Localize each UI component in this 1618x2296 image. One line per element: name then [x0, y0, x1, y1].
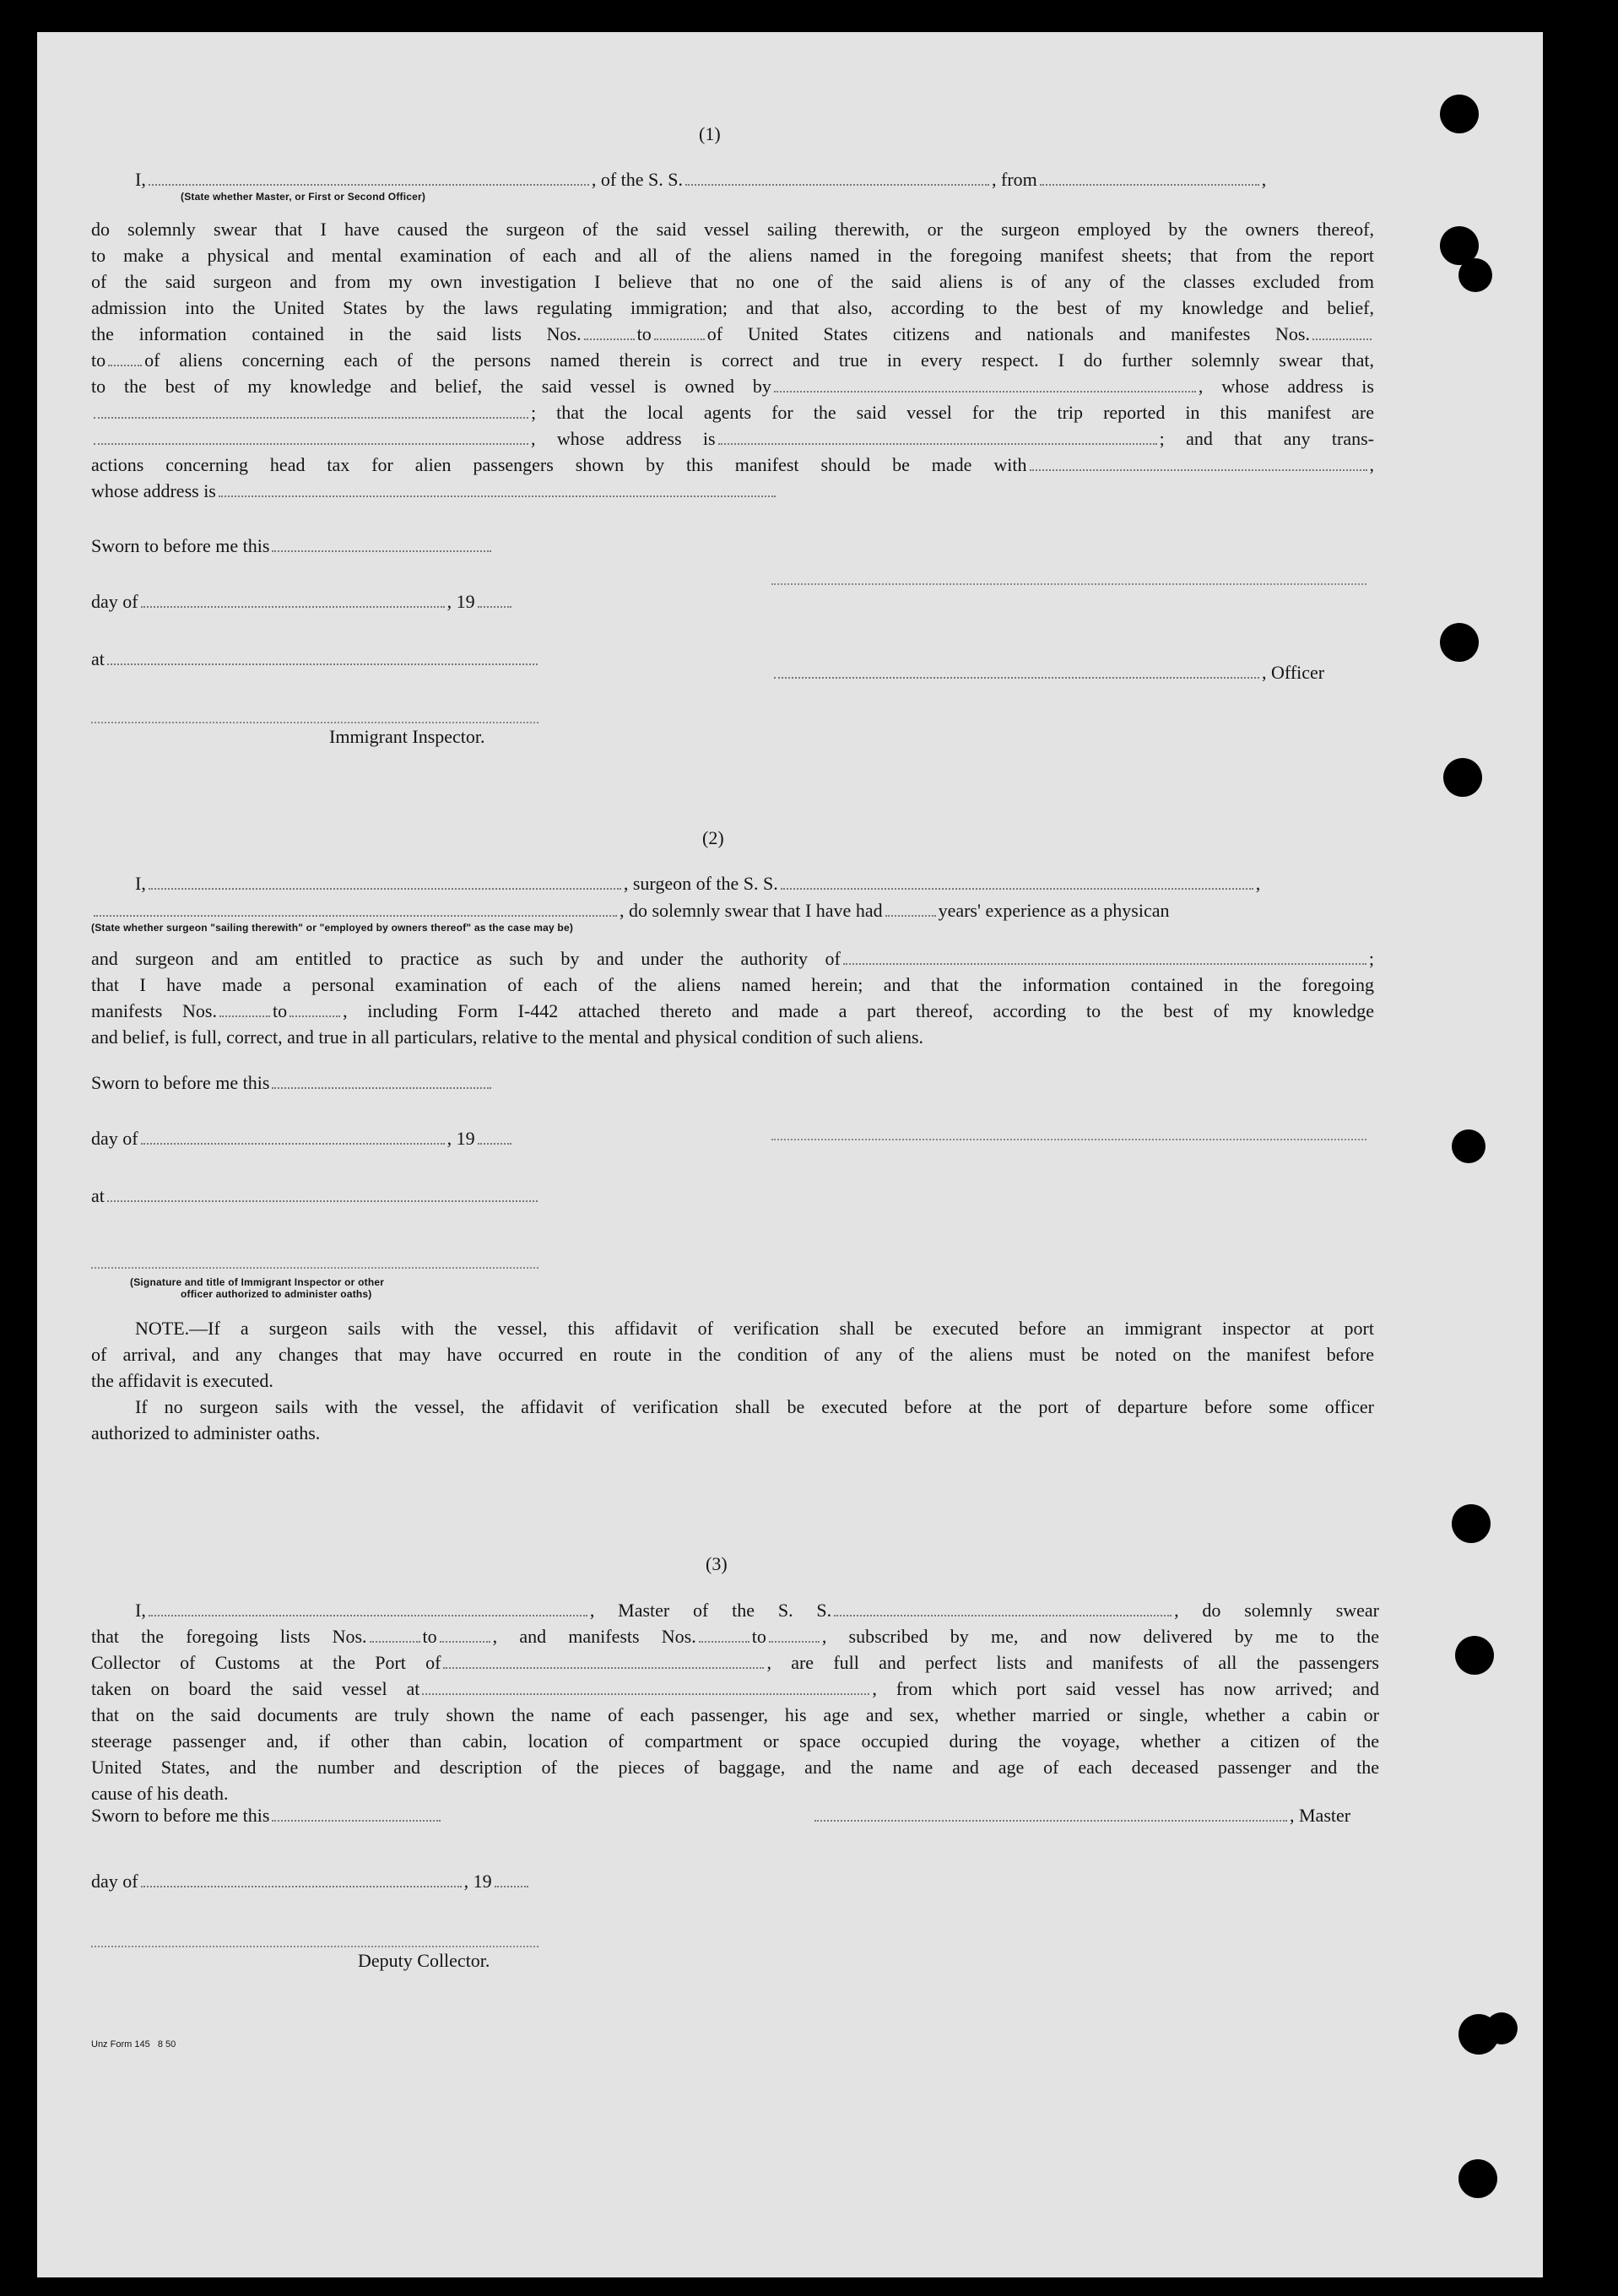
section-1-at: at: [91, 648, 540, 670]
punch-hole: [1452, 1504, 1491, 1543]
punch-hole: [1440, 623, 1479, 662]
manifest-from-field[interactable]: [219, 1015, 270, 1017]
section-1-day-of: day of , 19: [91, 591, 514, 613]
punch-hole: [1455, 1636, 1494, 1675]
day-of-field[interactable]: [141, 605, 445, 608]
authority-field[interactable]: [843, 962, 1366, 965]
punch-hole: [1443, 758, 1482, 797]
signature-note-1: (Signature and title of Immigrant Inspector or other: [130, 1276, 385, 1288]
signature-line[interactable]: [771, 1138, 1366, 1140]
vessel-field[interactable]: [834, 1614, 1172, 1616]
deputy-collector-label: Deputy Collector.: [358, 1950, 490, 1971]
list-no-to-field[interactable]: [654, 338, 705, 340]
manifest-to-field[interactable]: [290, 1015, 340, 1017]
section-2-surgeon-note: (State whether surgeon "sailing therewith" or "employed by owners thereof" as the case may be): [91, 922, 574, 934]
at-field[interactable]: [107, 1199, 538, 1202]
affidavit-form-page: [37, 32, 1543, 2277]
name-field[interactable]: [149, 887, 621, 890]
section-1-body: do solemnly swear that I have caused the surgeon of the said vessel sailing therewith, or the surgeon employed by the owners thereof, to make a physical and mental examination of each and all of the aliens named in the foregoing manifest sheets; that from the report of the said surgeon and from my own investigation I believe that no one of the said aliens is of any of the classes excluded from admission into the United States by the laws regulating immigration; and that also, according to the best of my knowledge and belief, the information contained in the said lists Nos. to of United States citizens and nationals and manifestes Nos. to of aliens concerning each of the persons named therein is correct and true in every respect. I do further solemnly swear that, to the best of my knowledge and belief, the said vessel is owned by , whose address is ; that the local agents for the said vessel for the trip reported in this manifest are , whose address is ; and that any trans- actions concerning head tax for alien passengers shown by this manifest should be made with , whose address is: [91, 219, 1374, 501]
punch-hole: [1440, 95, 1479, 133]
section-2-swear: , do solemnly swear that I have had years' experience as a physican: [91, 900, 1170, 922]
year-field[interactable]: [478, 1142, 511, 1145]
sworn-date-field[interactable]: [272, 550, 491, 552]
section-3-sworn: Sworn to before me this: [91, 1805, 443, 1827]
section-1-number: (1): [699, 123, 721, 144]
collector-signature-line[interactable]: [91, 1945, 538, 1947]
from-field[interactable]: [1040, 183, 1259, 186]
master-signature-field[interactable]: [814, 1819, 1287, 1822]
list-from-field[interactable]: [370, 1640, 420, 1643]
section-2-number: (2): [702, 827, 724, 848]
section-3-body: I, , Master of the S. S. , do solemnly swear that the foregoing lists Nos. to , and manifests Nos. to , subscribed by me, and now delivered by me to the Collector of Customs at the Port of , are full and perfect lists and manifests of all the passengers taken on board the said vessel at , from which port said vessel has now arrived; and that on the said documents are truly shown the name of each passenger, his age and sex, whether married or single, whether a cabin or steerage passenger and, if other than cabin, location of compartment or space occupied during the voyage, whether a citizen of the United States, and the number and description of the pieces of baggage, and the name and age of each deceased passenger and the cause of his death.: [91, 1600, 1380, 1804]
manifest-to-field[interactable]: [769, 1640, 820, 1643]
inspector-signature-line[interactable]: [91, 721, 538, 723]
section-2-body: and surgeon and am entitled to practice as such by and under the authority of ; that I have made a personal examination of each of the aliens named herein; and that the information contained in the foregoing manifests Nos. to , including Form I-442 attached thereto and made a part thereof, according to the best of my knowledge and belief, is full, correct, and true in all particulars, relative to the mental and physical condition of such aliens.: [91, 948, 1375, 1048]
name-field[interactable]: [149, 183, 589, 186]
manifest-from-field[interactable]: [699, 1640, 749, 1643]
section-2-sworn: Sworn to before me this: [91, 1072, 494, 1094]
name-field[interactable]: [149, 1614, 587, 1616]
owner-field[interactable]: [774, 390, 1196, 393]
section-2-opening: I, , surgeon of the S. S. ,: [135, 873, 1261, 894]
section-3-day-of: day of , 19: [91, 1871, 531, 1893]
list-to-field[interactable]: [440, 1640, 490, 1643]
officer-signature-field[interactable]: [774, 676, 1259, 679]
signature-note-2: officer authorized to administer oaths): [181, 1288, 372, 1300]
head-tax-field[interactable]: [1030, 468, 1367, 471]
day-of-field[interactable]: [141, 1885, 462, 1887]
year-field[interactable]: [495, 1885, 528, 1887]
section-2-day-of: day of , 19: [91, 1128, 514, 1150]
section-1-officer-note: (State whether Master, or First or Second Officer): [181, 191, 426, 203]
day-of-field[interactable]: [141, 1142, 445, 1145]
inspector-signature-line[interactable]: [91, 1266, 538, 1269]
port-field[interactable]: [443, 1666, 764, 1669]
section-1-sworn: Sworn to before me this: [91, 535, 494, 557]
manifest-no-field[interactable]: [1312, 338, 1372, 340]
section-3-number: (3): [706, 1553, 728, 1574]
punch-hole: [1485, 2012, 1518, 2044]
port-of-departure-field[interactable]: [422, 1692, 869, 1695]
vessel-field[interactable]: [685, 183, 989, 186]
punch-hole: [1458, 2159, 1497, 2198]
immigrant-inspector-label: Immigrant Inspector.: [329, 726, 485, 747]
at-field[interactable]: [107, 663, 538, 665]
form-number: Unz Form 145 8 50: [91, 2039, 176, 2050]
sworn-date-field[interactable]: [272, 1086, 491, 1089]
punch-hole: [1452, 1129, 1485, 1163]
years-field[interactable]: [885, 914, 936, 917]
agents-address-field[interactable]: [718, 442, 1157, 445]
section-1-officer: , Officer: [771, 662, 1324, 684]
vessel-field[interactable]: [781, 887, 1253, 890]
agents-field[interactable]: [94, 442, 528, 445]
year-field[interactable]: [478, 605, 511, 608]
note-block: NOTE.—If a surgeon sails with the vessel, this affidavit of verification shall be executed before an immigrant inspector at port of arrival, and any changes that may have occurred en route in the condition of any of the aliens must be noted on the manifest before the affidavit is executed. If no surgeon sails with the vessel, the affidavit of verification shall be executed before at the port of departure before some officer authorized to administer oaths.: [91, 1318, 1374, 1443]
section-3-master: , Master: [812, 1805, 1350, 1827]
head-tax-address-field[interactable]: [219, 495, 776, 497]
punch-hole: [1458, 258, 1492, 292]
surgeon-type-field[interactable]: [94, 914, 617, 917]
list-no-from-field[interactable]: [584, 338, 635, 340]
manifest-no-to-field[interactable]: [108, 364, 142, 366]
signature-line[interactable]: [771, 582, 1366, 585]
owner-address-field[interactable]: [94, 416, 528, 419]
sworn-date-field[interactable]: [272, 1819, 441, 1822]
section-1-opening: I, , of the S. S. , from ,: [135, 169, 1267, 190]
section-2-at: at: [91, 1185, 540, 1207]
